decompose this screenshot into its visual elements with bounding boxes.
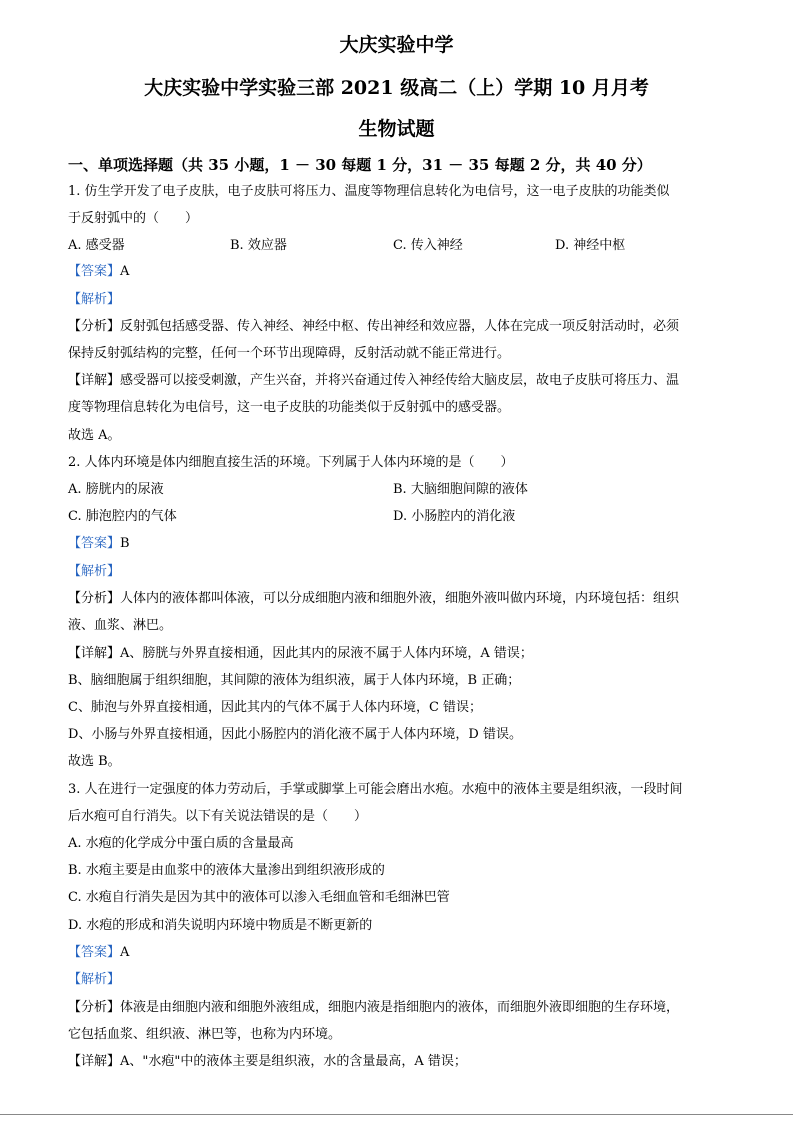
q2-detail-b: B、脑细胞属于组织细胞，其间隙的液体为组织液，属于人体内环境，B 正确； bbox=[68, 673, 521, 688]
q3-stem-line2: 后水疱可自行消失。以下有关说法错误的是（ ） bbox=[68, 809, 368, 824]
q2-option-a: A. 膀胱内的尿液 bbox=[68, 482, 164, 497]
q3-xiangjie-a: 【详解】A、"水疱"中的液体主要是组织液，水的含量最高，A 错误； bbox=[68, 1054, 467, 1069]
answer-value: B bbox=[120, 536, 130, 551]
q2-detail-d: D、小肠与外界直接相通，因此小肠腔内的消化液不属于人体内环境，D 错误。 bbox=[68, 727, 522, 742]
q1-stem-line1: 1. 仿生学开发了电子皮肤，电子皮肤可将压力、温度等物理信息转化为电信号，这一电子皮肤的功能类似 bbox=[68, 184, 670, 199]
q3-analysis-label: 【解析】 bbox=[68, 972, 121, 987]
xiangjie-label: 【详解】 bbox=[68, 373, 121, 388]
section-heading: 一、单项选择题（共 35 小题，1 － 30 每题 1 分，31 － 35 每题 2 分，共 40 分） bbox=[68, 156, 652, 174]
q2-stem: 2. 人体内环境是体内细胞直接生活的环境。下列属于人体内环境的是（ ） bbox=[68, 455, 514, 470]
q2-analysis-label: 【解析】 bbox=[68, 564, 121, 579]
exam-title: 大庆实验中学实验三部 2021 级高二（上）学期 10 月月考 bbox=[144, 77, 649, 99]
q1-option-a: A. 感受器 bbox=[68, 238, 125, 253]
q3-option-c: C. 水疱自行消失是因为其中的液体可以渗入毛细血管和毛细淋巴管 bbox=[68, 890, 450, 905]
q2-fenxi-line1: 【分析】人体内的液体都叫体液，可以分成细胞内液和细胞外液，细胞外液叫做内环境，内环境包括：组织 bbox=[68, 591, 680, 606]
q2-detail-c: C、肺泡与外界直接相通，因此其内的气体不属于人体内环境，C 错误； bbox=[68, 700, 483, 715]
q3-stem-line1: 3. 人在进行一定强度的体力劳动后，手掌或脚掌上可能会磨出水疱。水疱中的液体主要是组织液，一段时间 bbox=[68, 782, 683, 797]
q1-answer bbox=[68, 263, 129, 281]
q2-conclusion: 故选 B。 bbox=[68, 754, 121, 769]
q2-option-c: C. 肺泡腔内的气体 bbox=[68, 509, 177, 524]
answer-label: 【答案】 bbox=[68, 945, 121, 960]
answer-value: A bbox=[120, 264, 130, 279]
page-bottom-divider bbox=[0, 1114, 793, 1115]
q3-fenxi-line1: 【分析】体液是由细胞内液和细胞外液组成，细胞内液是指细胞内的液体，而细胞外液即细胞的生存环境， bbox=[68, 1000, 680, 1015]
answer-label: 【答案】 bbox=[68, 536, 121, 551]
q2-option-d: D. 小肠腔内的消化液 bbox=[393, 509, 516, 524]
q1-conclusion: 故选 A。 bbox=[68, 428, 121, 443]
q3-answer bbox=[68, 944, 129, 962]
q1-option-c: C. 传入神经 bbox=[393, 238, 463, 253]
q1-fenxi-line1: 【分析】反射弧包括感受器、传入神经、神经中枢、传出神经和效应器，人体在完成一项反射活动时，必须 bbox=[68, 319, 680, 334]
q2-answer bbox=[68, 535, 130, 553]
q1-fenxi-line2: 保持反射弧结构的完整，任何一个环节出现障碍，反射活动就不能正常进行。 bbox=[68, 346, 511, 361]
q1-analysis-label: 【解析】 bbox=[68, 292, 121, 307]
q2-option-b: B. 大脑细胞间隙的液体 bbox=[393, 482, 528, 497]
fenxi-label: 【分析】 bbox=[68, 319, 121, 334]
q3-option-b: B. 水疱主要是由血浆中的液体大量渗出到组织液形成的 bbox=[68, 863, 385, 878]
q1-option-d: D. 神经中枢 bbox=[555, 238, 626, 253]
school-title: 大庆实验中学 bbox=[339, 34, 454, 56]
q1-option-b: B. 效应器 bbox=[230, 238, 287, 253]
fenxi-label: 【分析】 bbox=[68, 591, 121, 606]
q2-xiangjie-a: 【详解】A、膀胱与外界直接相通，因此其内的尿液不属于人体内环境，A 错误； bbox=[68, 646, 533, 661]
fenxi-label: 【分析】 bbox=[68, 1000, 121, 1015]
q3-option-a: A. 水疱的化学成分中蛋白质的含量最高 bbox=[68, 836, 294, 851]
answer-value: A bbox=[120, 945, 130, 960]
q1-xiangjie-line1: 【详解】感受器可以接受刺激，产生兴奋，并将兴奋通过传入神经传给大脑皮层，故电子皮肤可将压力、温 bbox=[68, 373, 680, 388]
answer-label: 【答案】 bbox=[68, 264, 121, 279]
q3-fenxi-line2: 它包括血浆、组织液、淋巴等，也称为内环境。 bbox=[68, 1027, 342, 1042]
q3-option-d: D. 水疱的形成和消失说明内环境中物质是不断更新的 bbox=[68, 918, 373, 933]
xiangjie-label: 【详解】 bbox=[68, 646, 121, 661]
q1-stem-line2: 于反射弧中的（ ） bbox=[68, 211, 199, 226]
xiangjie-label: 【详解】 bbox=[68, 1054, 121, 1069]
q2-fenxi-line2: 液、血浆、淋巴。 bbox=[68, 618, 173, 633]
subject-title: 生物试题 bbox=[358, 118, 435, 140]
q1-xiangjie-line2: 度等物理信息转化为电信号，这一电子皮肤的功能类似于反射弧中的感受器。 bbox=[68, 400, 511, 415]
